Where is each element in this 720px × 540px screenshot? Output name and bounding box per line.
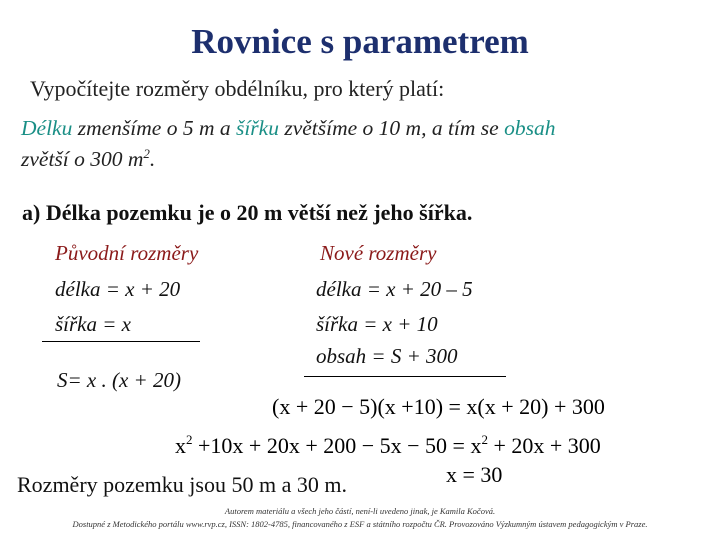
equation-2-part-b: +10x + 20x + 200 − 5x − 50 = x [192, 433, 482, 458]
intro-text: Vypočítejte rozměry obdélníku, pro který platí: [30, 76, 445, 101]
original-dimensions-title: Původní rozměry [55, 241, 199, 265]
equation-2-part-c: + 20x + 300 [487, 433, 601, 458]
task-line-1 [21, 116, 555, 141]
task-text-2: zvětšíme o 10 m, a tím se [278, 116, 505, 140]
equation-2-sup-1: 2 [186, 432, 193, 447]
new-dimensions-title: Nové rozměry [320, 241, 437, 265]
footer-author: Autorem materiálu a všech jeho částí, není-li uvedeno jinak, je Kamila Kočová. [224, 506, 496, 516]
new-length: délka = x + 20 – 5 [316, 277, 473, 301]
result-text: Rozměry pozemku jsou 50 m a 30 m. [17, 472, 347, 497]
subtask-heading: a) Délka pozemku je o 20 m větší než jeho šířka. [22, 200, 473, 225]
task-superscript: 2 [143, 146, 150, 161]
page-title: Rovnice s parametrem [191, 22, 529, 61]
task-text-1: zmenšíme o 5 m a [72, 116, 236, 140]
task-line-2 [21, 146, 155, 172]
footer-source: Dostupné z Metodického portálu www.rvp.cz, ISSN: 1802-4785, financovaného z ESF a státního rozpočtu ČR. Provozováno Výzkumným ústavem pedagogickým v Praze. [72, 519, 648, 529]
equation-1: (x + 20 − 5)(x +10) = x(x + 20) + 300 [272, 394, 605, 419]
task-text-3: zvětší o 300 m [21, 147, 144, 172]
equation-2 [175, 432, 601, 459]
task-word-width: šířku [235, 116, 279, 140]
original-area: S= x . (x + 20) [57, 368, 181, 392]
equation-3: x = 30 [446, 462, 503, 487]
equation-2-sup-2: 2 [481, 432, 488, 447]
task-text-4: . [149, 147, 156, 172]
new-divider [304, 376, 506, 377]
task-word-length: Délku [21, 116, 73, 140]
original-length: délka = x + 20 [55, 277, 181, 301]
new-width: šířka = x + 10 [316, 312, 438, 336]
equation-2-part-a: x [175, 433, 186, 458]
new-area: obsah = S + 300 [316, 344, 458, 368]
original-divider [42, 341, 200, 342]
task-word-area: obsah [504, 116, 556, 140]
original-width: šířka = x [55, 312, 131, 336]
